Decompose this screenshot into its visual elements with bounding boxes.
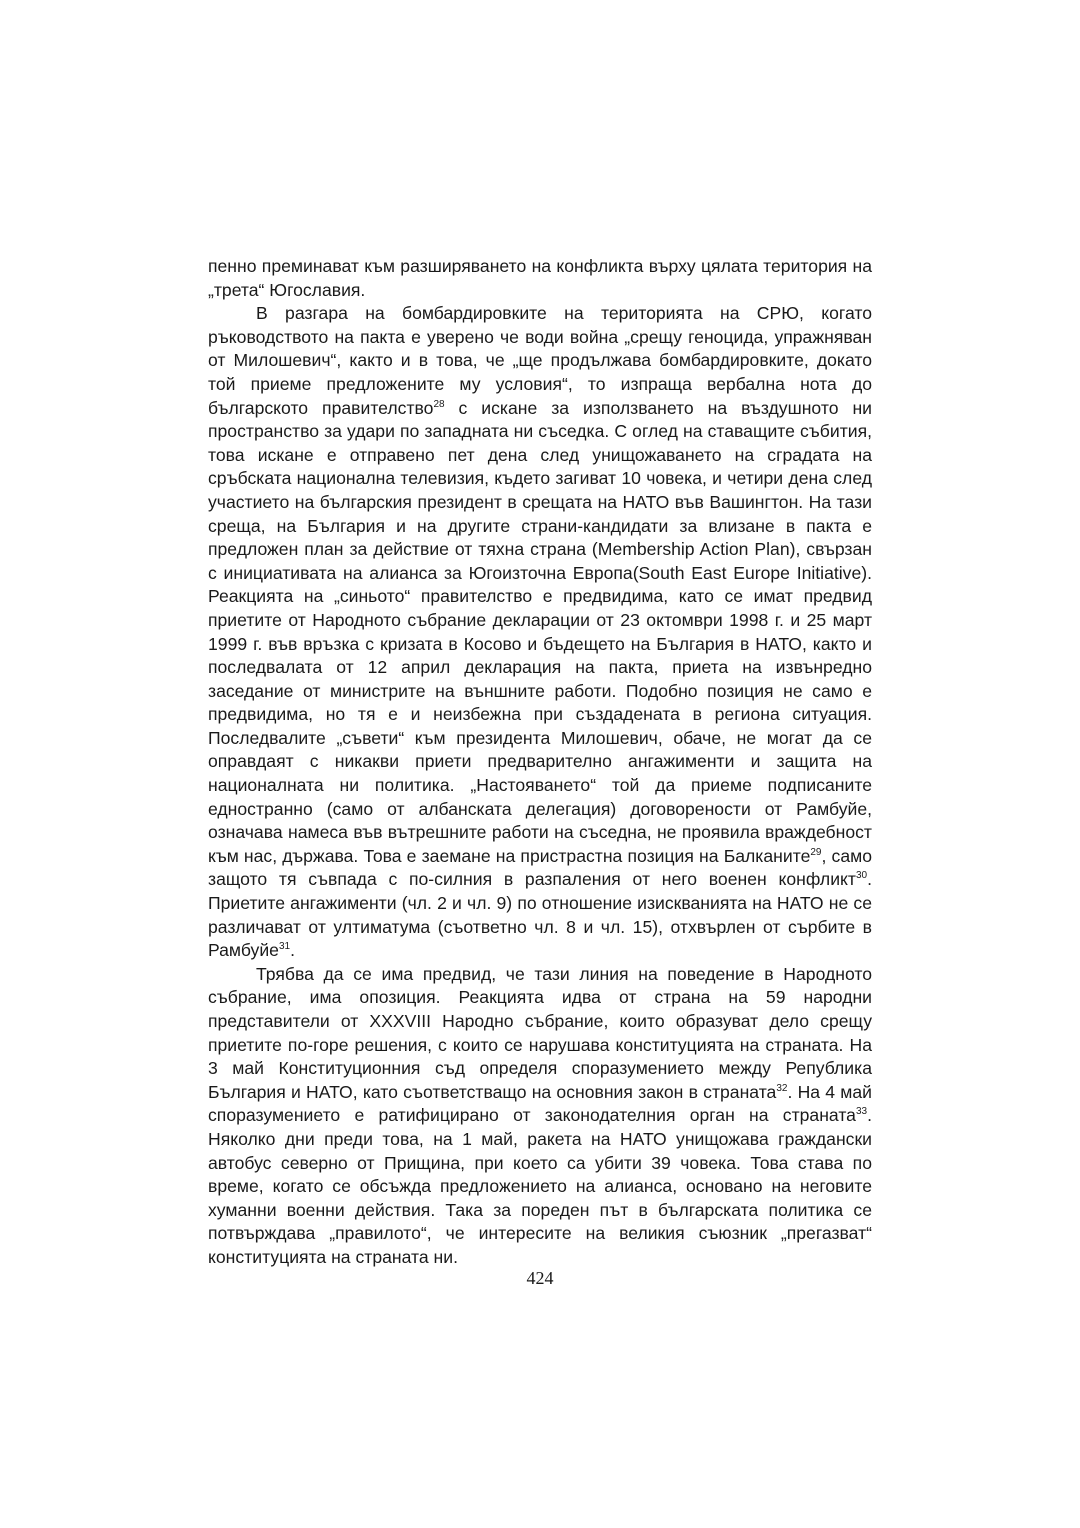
paragraph-2 xyxy=(208,302,872,963)
text-run: Трябва да се има предвид, че тази линия на поведение в Народното събрание, има опозиция. Реакцията идва от страна на 59 народни представители от XXXVIII Народно събрание, които образуват дело срещу приетите по-горе решения, с които се нарушава конституцията на страната. На 3 май Конституционния съд определя споразумението между Република България и НАТО, като съответстващо на основния закон в страната xyxy=(208,963,872,1102)
footnote-reference: 28 xyxy=(433,398,445,410)
page-number: 424 xyxy=(526,1268,554,1288)
text-run: . xyxy=(290,940,295,961)
footnote-reference: 29 xyxy=(810,846,822,858)
paragraph-3 xyxy=(208,963,872,1270)
text-run: В разгара на бомбардировките на територията на СРЮ, когато ръководството на пакта е уверено че води война „срещу геноцида, упражняван от Милошевич“, както и в това, че „ще продължава бомбардировките, докато той приеме предложените му условия“, то изпраща вербална нота до българското правителство xyxy=(208,303,872,418)
footnote-reference: 31 xyxy=(278,941,291,953)
text-run: . Приетите ангажименти (чл. 2 и чл. 9) по отношение изискванията на НАТО не се различават от ултиматума (съответно чл. 8 и чл. 15), отхвърлен от сърбите в Рамбуйе xyxy=(208,869,872,961)
footnote-reference: 33 xyxy=(855,1106,868,1118)
text-run: . Няколко дни преди това, на 1 май, ракета на НАТО унищожава граждански автобус северно от Прищина, при което са убити 39 човека. Това става по време, когато се обсъжда предложението на алианса, основано на неговите хуманни военни действия. Така за пореден път в българската политика се потвърждава „правилото“, че интересите на великия съюзник „прегазват“ конституцията на страната ни. xyxy=(208,1105,872,1267)
text-run: . На 4 май споразумението е ратифицирано от законодателния орган на страната xyxy=(208,1081,872,1126)
paragraph-1 xyxy=(208,255,872,302)
text-run: с искане за използването на въздушното ни пространство за удари по западната ни съседка. С оглед на ставащите събития, това искане е отправено пет дена след унищожаването на сградата на сръбската национална телевизия, където загиват 10 човека, и четири дена след участието на българския президент в срещата на НАТО във Вашингтон. На тази среща, на България и на другите страни-кандидати за влизане в пакта е предложен план за действие от тяхна страна (Membership Action Plan), свързан с инициативата на алианса за Югоизточна Европа(South East Europe Initiative). Реакцията на „синьото“ правителство е предвидима, като се имат предвид приетите от Народното събрание декларации от 23 октомври 1998 г. и 25 март 1999 г. във връзка с кризата в Косово и бъдещето на България в НАТО, както и последвалата от 12 април декларация на пакта, приета на извънредно заседание от министрите на външните работи. Подобно позиция не само е предвидима, но тя е и неизбежна при създадената в региона ситуация. Последвалите „съвети“ към президента Милошевич, обаче, не могат да се оправдаят с никакви приети предварително ангажименти и защита на националната ни политика. „Настояването“ той да приеме подписаните едностранно (само от албанската делегация) договорености от Рамбуйе, означава намеса във вътрешните работи на съседна, не проявила враждебност към нас, държава. Това е заемане на пристрастна позиция на Балканите xyxy=(208,397,872,866)
body-text xyxy=(208,255,872,1270)
text-run: , само защото тя съвпада с по-силния в разпаления от него военен конфликт xyxy=(208,845,872,890)
text-run: пенно преминават към разширяването на конфликта върху цялата територия на „трета“ Югославия. xyxy=(208,256,872,300)
footnote-reference: 30 xyxy=(855,870,868,882)
footnote-reference: 32 xyxy=(776,1082,788,1094)
